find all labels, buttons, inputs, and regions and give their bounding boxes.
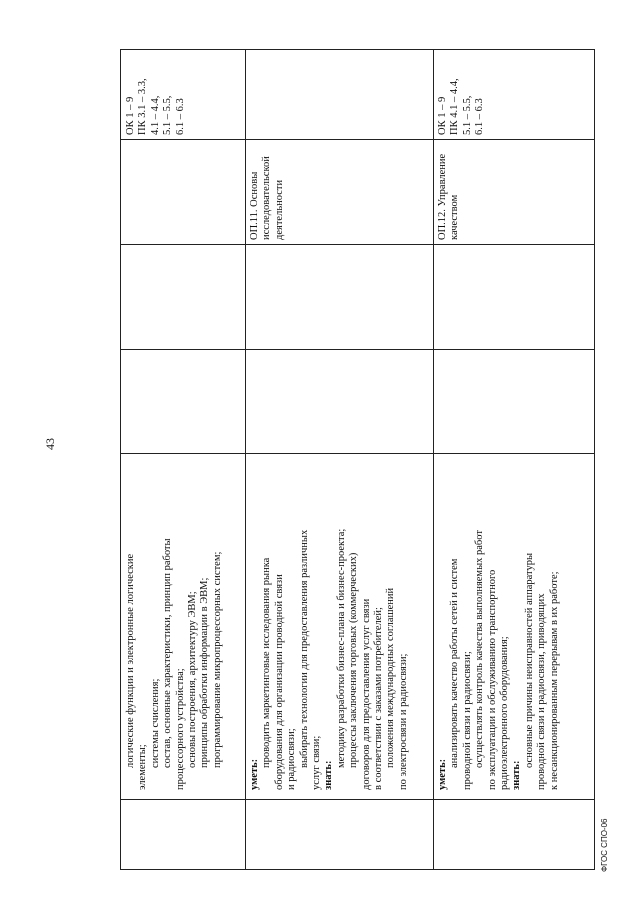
text-line: программирование микропроцессорных систем;: [211, 551, 223, 768]
text-line: договоров для предоставления услуг связи: [360, 598, 372, 790]
text-line: положения международных соглашений: [385, 587, 397, 768]
table-border-bottom: [594, 50, 595, 870]
text-line: процессорного устройства;: [174, 668, 186, 790]
text-line: оборудования для организации проводной связи: [273, 574, 285, 790]
text-line: знать:: [323, 760, 335, 790]
row-divider-1: [245, 50, 246, 870]
col-divider-4: [120, 244, 595, 245]
page-number: 43: [43, 438, 57, 450]
text-line: услуг связи;: [311, 735, 323, 790]
text-line: радиоэлектронного оборудования;: [499, 636, 511, 790]
code-line: ПК 3.1 – 3.3,: [137, 78, 149, 135]
discipline-line: ОП.12. Управление: [437, 153, 448, 240]
text-line: элементы;: [137, 744, 149, 790]
code-line: 6.1 – 6.3: [174, 98, 186, 135]
row3-discipline: [437, 154, 462, 240]
text-line: проводной связи и радиосвязи, приводящих: [536, 593, 548, 790]
footer-label: ФГОС СПО-06: [600, 818, 609, 872]
text-line: к несанкционированным перерывам в их работе;: [548, 571, 560, 790]
text-line: принципы обработки информации в ЭВМ;: [199, 577, 211, 768]
row3-competencies: [437, 530, 561, 790]
text-line: по электросвязи и радиосвязи;: [397, 653, 409, 790]
text-line: основы построения, архитектуру ЭВМ;: [187, 591, 199, 768]
table-border-top: [120, 50, 121, 870]
text-line: по эксплуатации и обслуживанию транспортного: [486, 569, 498, 790]
text-line: в соответствии с заказами потребителей;: [373, 607, 385, 790]
text-line: системы счисления;: [149, 678, 161, 768]
code-line: 5.1 – 5.5,: [162, 95, 174, 135]
text-line: основные причины неисправностей аппаратуры: [523, 552, 535, 768]
text-line: осуществлять контроль качества выполняемых работ: [474, 530, 486, 768]
text-line: уметь:: [249, 758, 260, 790]
code-line: 5.1 – 5.5,: [461, 95, 473, 135]
col-divider-3: [120, 349, 595, 350]
text-line: уметь:: [437, 758, 448, 790]
discipline-line: деятельности: [273, 179, 285, 240]
text-line: методику разработки бизнес-плана и бизнес-проекта;: [335, 528, 347, 768]
discipline-line: качеством: [449, 194, 461, 240]
text-line: и радиосвязи;: [286, 728, 298, 790]
text-line: знать:: [511, 760, 523, 790]
competency-table: [120, 50, 594, 870]
text-line: проводной связи и радиосвязи;: [461, 651, 473, 790]
row3-codes: [437, 78, 487, 135]
row2-competencies: [249, 529, 410, 790]
col-divider-1: [120, 799, 595, 800]
row-divider-2: [433, 50, 434, 870]
discipline-line: исследовательской: [261, 156, 273, 240]
text-line: процессы заключения торговых (коммерческих): [348, 552, 360, 768]
code-line: ПК 4.1 – 4.4,: [449, 78, 461, 135]
code-line: ОК 1 – 9: [125, 96, 136, 135]
text-line: проводить маркетинговые исследования рынка: [261, 557, 273, 768]
discipline-line: ОП.11. Основы: [249, 171, 260, 240]
text-line: анализировать качество работы сетей и систем: [449, 558, 461, 768]
table-border-left: [120, 869, 595, 870]
text-line: выбирать технологии для предоставления различных: [298, 529, 310, 768]
col-divider-2: [120, 453, 595, 454]
row1-codes: [125, 78, 187, 135]
row1-competencies: [125, 538, 224, 790]
table-border-right: [120, 49, 595, 50]
text-line: состав, основные характеристики, принцип работы: [162, 538, 174, 768]
code-line: ОК 1 – 9: [437, 96, 448, 135]
text-line: логические функции и электронные логические: [125, 553, 136, 768]
rotated-page: [25, 20, 625, 880]
code-line: 6.1 – 6.3: [474, 98, 486, 135]
row2-discipline: [249, 156, 286, 240]
col-divider-5: [120, 139, 595, 140]
code-line: 4.1 – 4.4,: [149, 95, 161, 135]
